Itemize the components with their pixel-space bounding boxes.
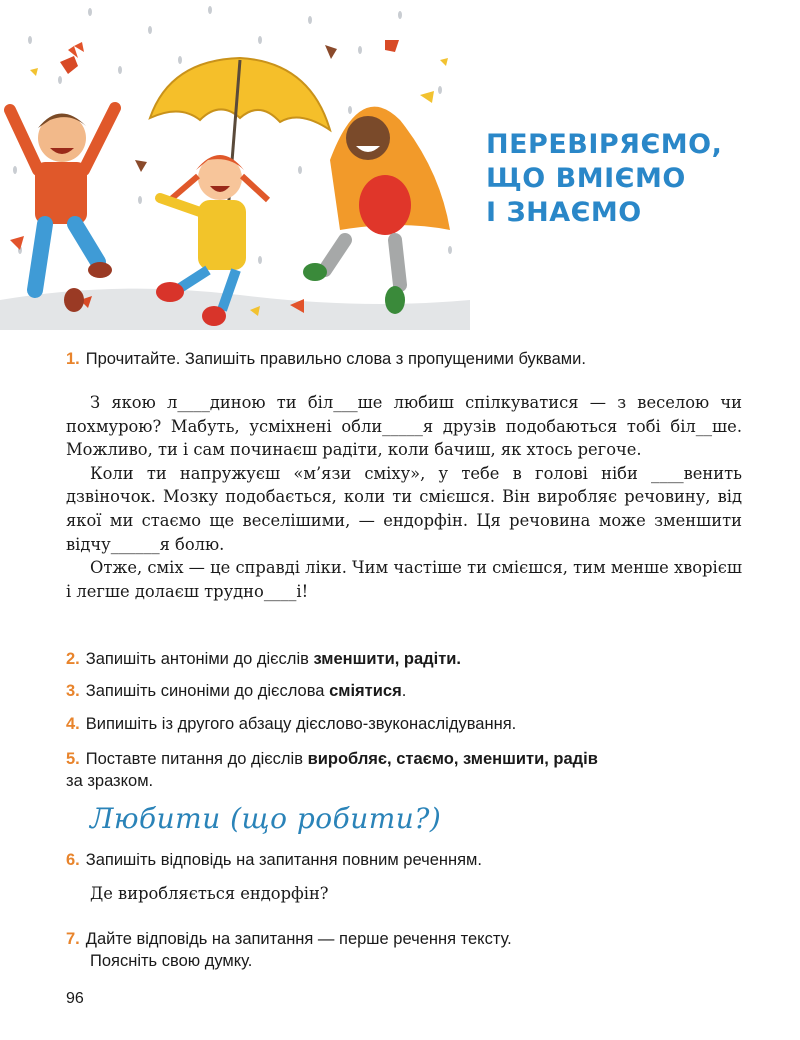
task-number: 3. (66, 682, 80, 700)
task-number: 4. (66, 715, 80, 733)
task-number: 1. (66, 350, 80, 368)
task-text-tail: . (401, 682, 407, 700)
handwritten-example: Любити (що робити?) (90, 802, 442, 835)
task-bold-words: зменшити, радіти. (313, 650, 462, 668)
task-number: 5. (66, 750, 80, 768)
question-6: Де виробляється ендорфін? (90, 884, 329, 903)
reading-text (66, 391, 742, 603)
kid-in-raincoat-figure (303, 107, 450, 314)
task-6 (66, 849, 482, 871)
title-line-2: ЩО ВМІЄМО (486, 163, 686, 194)
task-3 (66, 680, 406, 702)
task-text: Дайте відповідь на запитання — перше речення тексту. (85, 930, 512, 948)
task-5 (66, 748, 598, 792)
page-number: 96 (66, 990, 84, 1007)
section-title (486, 128, 722, 230)
reading-paragraph-2: Коли ти напружуєш «м’язи сміху», у тебе в голові ніби ____венить дзвіночок. Мозку подобається, коли ти смієшся. Він виробляє речовину, від якої ми стаємо ще веселішими, — ендорфін. Ця речовина може зменшити відчу______я болю. (66, 463, 742, 554)
task-text: Поставте питання до дієслів (85, 750, 303, 768)
task-bold-words: виробляє, стаємо, зменшити, радів (307, 750, 598, 768)
task-text: Запишіть відповідь на запитання повним реченням. (85, 851, 482, 869)
task-7 (66, 928, 512, 972)
task-text: Запишіть антоніми до дієслів (85, 650, 309, 668)
task-text: Запишіть синоніми до дієслова (85, 682, 325, 700)
task-bold-words: сміятися (329, 682, 402, 700)
reading-paragraph-1: З якою л____диною ти біл___ше любиш спілкуватися — з веселою чи похмурою? Мабуть, усміхнені обли_____я друзів подобаються тобі біл__ше. Можливо, ти і сам починаєш радіти, коли бачиш, як хтось регоче. (66, 393, 742, 460)
task-text: Випишіть із другого абзацу дієслово-звуконаслідування. (85, 715, 517, 733)
task-4 (66, 713, 516, 735)
boy-figure (10, 108, 115, 312)
autumn-kids-illustration (0, 0, 470, 330)
task-text-line-2: Поясніть свою думку. (90, 952, 253, 970)
title-line-3: І ЗНАЄМО (486, 197, 642, 228)
task-2 (66, 648, 461, 670)
task-number: 6. (66, 851, 80, 869)
task-text-line-2: за зразком. (66, 772, 154, 790)
task-1 (66, 348, 586, 370)
task-number: 2. (66, 650, 80, 668)
task-text: Прочитайте. Запишіть правильно слова з пропущеними буквами. (85, 350, 586, 368)
title-line-1: ПЕРЕВІРЯЄМО, (486, 129, 723, 160)
task-number: 7. (66, 930, 80, 948)
reading-paragraph-3: Отже, сміх — це справді ліки. Чим частіше ти смієшся, тим менше хворієш і легше долаєш трудно____і! (66, 558, 742, 601)
